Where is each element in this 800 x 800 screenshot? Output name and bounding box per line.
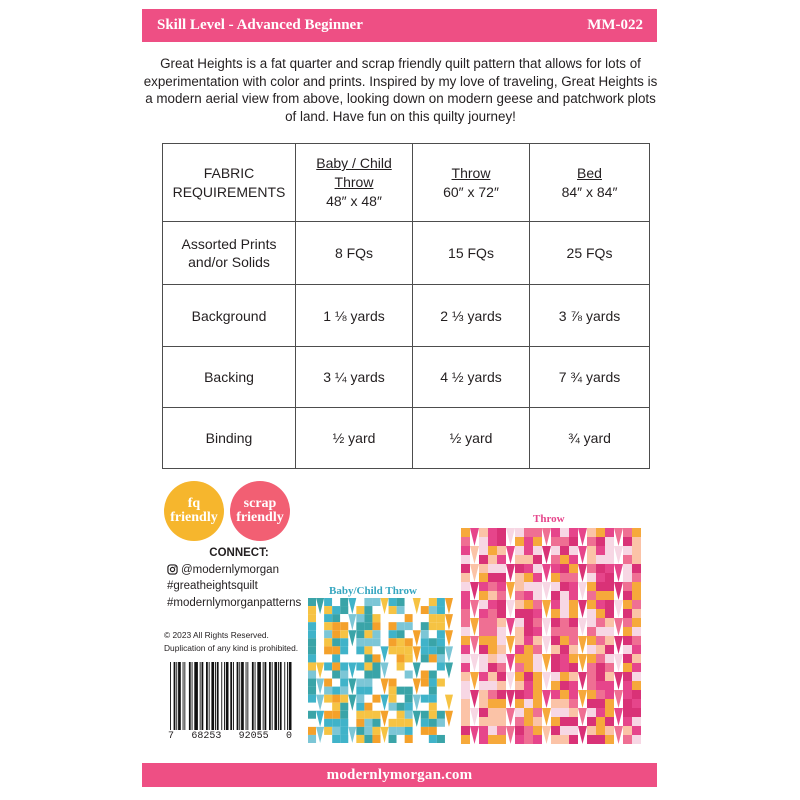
connect-block [167, 545, 307, 611]
scrap-friendly-badge: scrap friendly [230, 481, 290, 541]
table-cell: 15 FQs [413, 222, 530, 285]
table-row [163, 285, 650, 347]
hashtag: #greatheightsquilt [167, 580, 258, 592]
row-label: Backing [163, 347, 296, 408]
table-row [163, 222, 650, 285]
table-cell: ½ yard [296, 408, 413, 469]
instagram-icon [167, 564, 178, 575]
skill-level: Skill Level - Advanced Beginner [157, 17, 363, 33]
table-row [163, 408, 650, 469]
barcode [168, 662, 292, 730]
pattern-code: MM-022 [587, 17, 643, 33]
instagram-handle[interactable]: @modernlymorgan [181, 563, 279, 576]
header-label-cell: FABRIC REQUIREMENTS [163, 144, 296, 222]
footer-bar [142, 763, 657, 787]
table-cell: ¾ yard [530, 408, 650, 469]
column-header-baby: Baby / Child Throw 48″ x 48″ [296, 144, 413, 222]
table-row [163, 347, 650, 408]
table-cell: 2 ⅓ yards [413, 285, 530, 347]
intro-text: Great Heights is a fat quarter and scrap friendly quilt pattern that allows for lots of experimentation with color and prints. Inspired by my love of traveling, Great Heights is a modern aerial view from above, looking down on modern geese and patchwork plots of land. Have fun on this quilty journey! [143, 56, 658, 124]
hashtag: #modernlymorganpatterns [167, 596, 302, 609]
table-cell: 1 ⅛ yards [296, 285, 413, 347]
website-link[interactable]: modernlymorgan.com [326, 767, 473, 783]
table-cell: 7 ¾ yards [530, 347, 650, 408]
table-cell: 3 ⅞ yards [530, 285, 650, 347]
column-header-throw: Throw 60″ x 72″ [413, 144, 530, 222]
copyright: © 2023 All Rights Reserved. Duplication of any kind is prohibited. [164, 630, 299, 653]
table-cell: 4 ½ yards [413, 347, 530, 408]
barcode-digits: 7 68253 92055 0 [168, 731, 292, 742]
table-cell: 8 FQs [296, 222, 413, 285]
header-bar [142, 9, 657, 42]
throw-quilt-image [461, 528, 641, 744]
fabric-requirements-table [162, 143, 650, 469]
table-cell: 3 ¼ yards [296, 347, 413, 408]
fq-friendly-badge: fq friendly [164, 481, 224, 541]
table-header-row [163, 144, 650, 222]
column-header-bed: Bed 84″ x 84″ [530, 144, 650, 222]
row-label: Background [163, 285, 296, 347]
baby-quilt-image [308, 598, 453, 743]
row-label: Assorted Prints and/or Solids [163, 222, 296, 285]
quilt-label-throw: Throw [533, 513, 565, 525]
table-cell: 25 FQs [530, 222, 650, 285]
row-label: Binding [163, 408, 296, 469]
quilt-label-baby: Baby/Child Throw [329, 585, 417, 597]
connect-title: CONNECT: [209, 547, 269, 559]
table-cell: ½ yard [413, 408, 530, 469]
